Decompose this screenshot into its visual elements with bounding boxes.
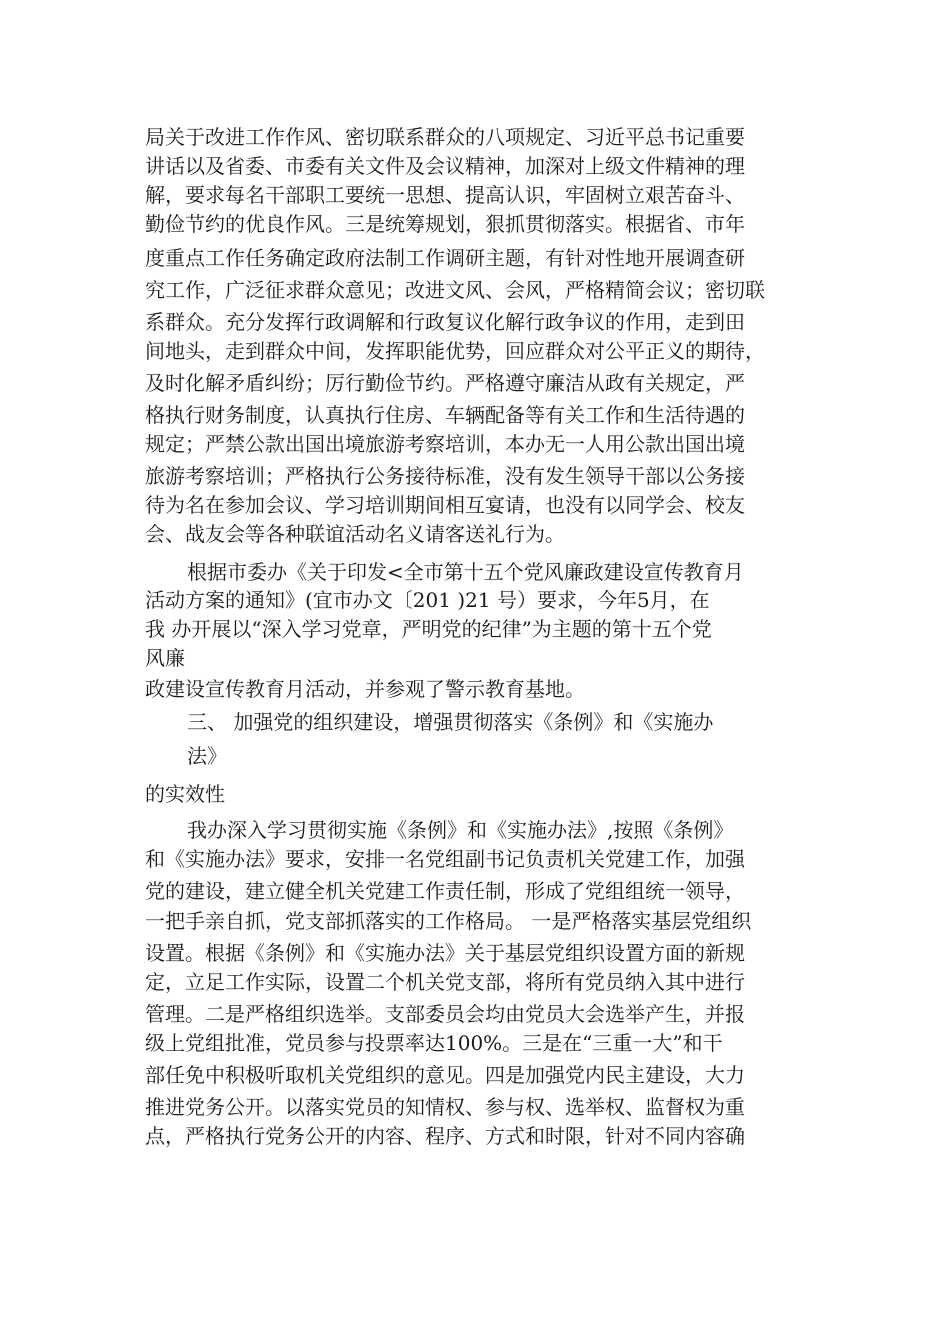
text-line: 解，要求每名干部职工要统一思想、提高认识，牢固树立艰苦奋斗、: [145, 183, 745, 207]
text-line: 一把手亲自抓，党支部抓落实的工作格局。 一是严格落实基层党组织: [145, 909, 752, 933]
text-line: 会、战友会等各种联谊活动名义请客送礼行为。: [145, 522, 565, 546]
text-line: 党的建设，建立健全机关党建工作责任制，形成了党组组统一领导，: [145, 879, 745, 903]
section-heading: 三、 加强党的组织建设，增强贯彻落实《条例》和《实施办: [187, 710, 714, 734]
text-line: 待为名在参加会议、学习培训期间相互宴请，也没有以同学会、校友: [145, 493, 745, 517]
text-line: 级上党组批准，党员参与投票率达100%。三是在“三重一大”和干: [145, 1031, 723, 1055]
text-line: 讲话以及省委、市委有关文件及会议精神，加深对上级文件精神的理: [145, 154, 745, 178]
text-line: 勤俭节约的优良作风。三是统筹规划，狠抓贯彻落实。根据省、市年: [145, 212, 745, 236]
text-line: 点，严格执行党务公开的内容、程序、方式和时限，针对不同内容确: [145, 1124, 745, 1148]
text-line: 及时化解矛盾纠纷；厉行勤俭节约。严格遵守廉洁从政有关规定，严: [145, 371, 745, 395]
text-line: 我 办开展以“深入学习党章，严明党的纪律”为主题的第十五个党: [145, 617, 712, 641]
text-line: 和《实施办法》要求，安排一名党组副书记负责机关党建工作，加强: [145, 847, 745, 871]
text-line: 风廉: [145, 646, 185, 670]
text-line: 系群众。充分发挥行政调解和行政复议化解行政争议的作用，走到田: [145, 310, 745, 334]
text-line: 根据市委办《关于印发<全市第十五个党风廉政建设宣传教育月: [187, 560, 744, 584]
text-line: 管理。二是严格组织选举。支部委员会均由党员大会选举产生，并报: [145, 1002, 745, 1026]
text-line: 间地头，走到群众中间，发挥职能优势，回应群众对公平正义的期待，: [145, 339, 765, 363]
text-line: 格执行财务制度，认真执行住房、车辆配备等有关工作和生活待遇的: [145, 403, 745, 427]
text-line: 局关于改进工作作风、密切联系群众的八项规定、习近平总书记重要: [145, 125, 745, 149]
text-line: 推进党务公开。以落实党员的知情权、参与权、选举权、监督权为重: [145, 1095, 745, 1119]
section-heading: 法》: [187, 744, 227, 768]
text-line: 设置。根据《条例》和《实施办法》关于基层党组织设置方面的新规: [145, 941, 745, 965]
text-line: 我办深入学习贯彻实施《条例》和《实施办法》,按照《条例》: [187, 818, 734, 842]
section-heading: 的实效性: [145, 782, 225, 806]
text-line: 定，立足工作实际，设置二个机关党支部，将所有党员纳入其中进行: [145, 970, 745, 994]
text-line: 部任免中积极听取机关党组织的意见。四是加强党内民主建设，大力: [145, 1063, 745, 1087]
text-line: 度重点工作任务确定政府法制工作调研主题，有针对性地开展调查研: [145, 246, 745, 270]
text-line: 活动方案的通知》(宜市办文〔201 )21 号）要求，今年5月，在: [145, 588, 710, 612]
text-line: 究工作，广泛征求群众意见；改进文风、会风，严格精简会议；密切联: [145, 278, 765, 302]
text-line: 旅游考察培训；严格执行公务接待标准，没有发生领导干部以公务接: [145, 464, 745, 488]
text-line: 政建设宣传教育月活动，并参观了警示教育基地。: [145, 677, 585, 701]
text-line: 规定；严禁公款出国出境旅游考察培训，本办无一人用公款出国出境: [145, 432, 745, 456]
